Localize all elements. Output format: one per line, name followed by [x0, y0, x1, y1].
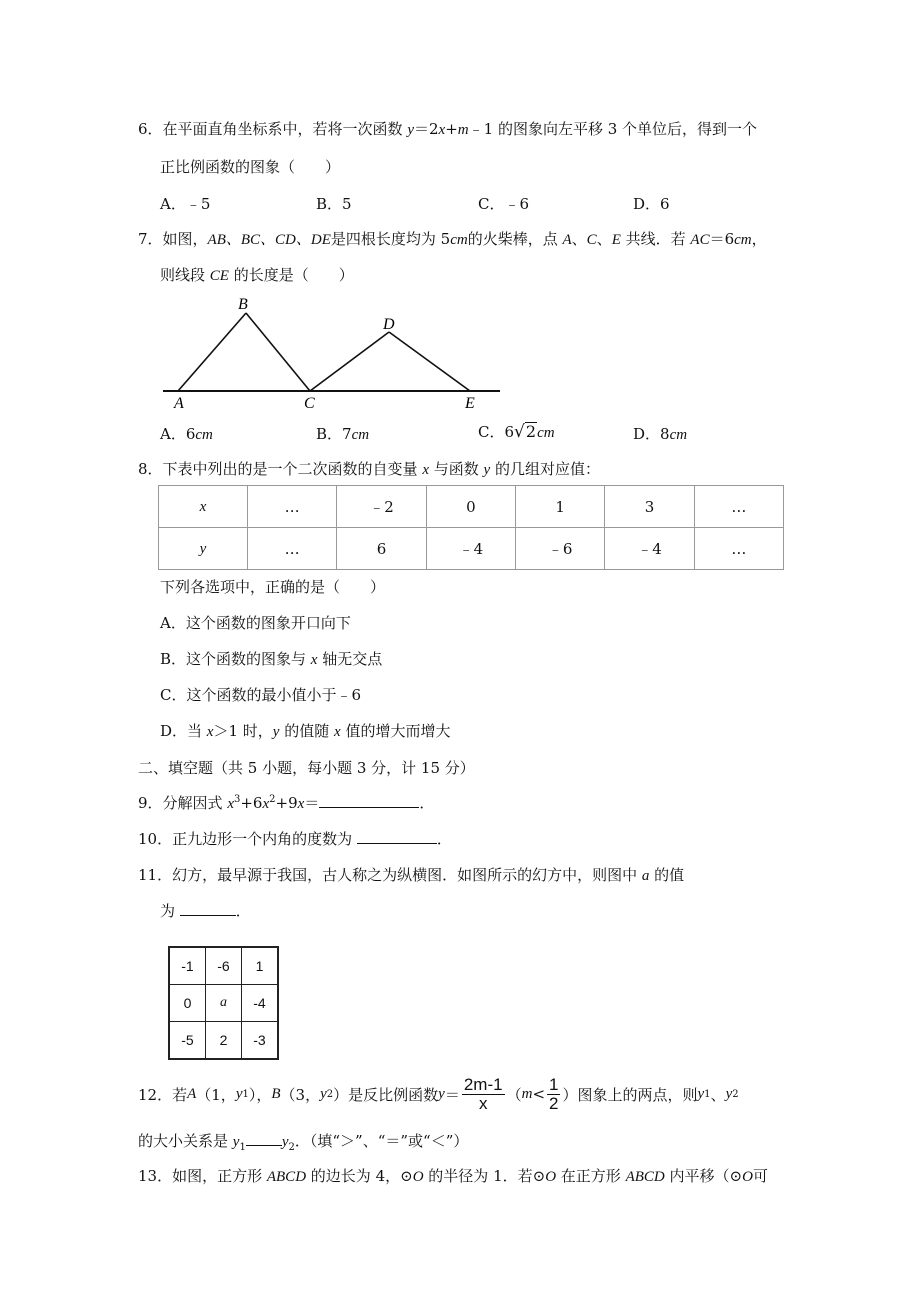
q6-option-c: C．﹣6 [478, 195, 530, 213]
q9-answer-blank [319, 807, 419, 808]
table-cell: 6 [337, 528, 426, 570]
table-cell: ﹣6 [516, 528, 605, 570]
q7-option-b: B．7cm [316, 425, 370, 443]
q7-matchstick-figure [160, 292, 505, 414]
table-cell: -3 [242, 1022, 279, 1060]
table-cell: 1 [242, 947, 279, 985]
q8-option-a: A．这个函数的图象开口向下 [160, 614, 351, 632]
q8-option-d: D．当 x＞1 时，y 的值随 x 值的增大而增大 [160, 722, 451, 740]
label-a: A [174, 395, 184, 412]
q7-option-c: C．6√2cm [478, 422, 555, 442]
table-cell: 3 [605, 486, 694, 528]
q6-line1: 6．在平面直角坐标系中，若将一次函数 y＝2x+m﹣1 的图象向左平移 3 个单位后，得到一个 [138, 120, 758, 138]
table-cell: ﹣4 [605, 528, 694, 570]
table-cell: … [248, 528, 337, 570]
q12-line1: 12．若 A （1， y 1 ）， B （3， y 2 ）是反比例函数 y ＝ $\frac{2m-1}{x}$ （ m < $\frac{1}{2}$ ）图象上的两点，则 y 1 、 y 2 [138, 1075, 739, 1113]
q12-function-fraction: $\frac{2m-1}{x}$ [463, 1075, 503, 1113]
q11-line2: 为 ． [160, 902, 251, 920]
label-e: E [465, 395, 475, 412]
q7-option-a: A．6cm [160, 425, 213, 443]
table-cell: x [159, 486, 248, 528]
table-cell: -4 [242, 985, 279, 1022]
segment-cd [310, 332, 389, 391]
table-cell: 1 [516, 486, 605, 528]
table-cell: ﹣2 [337, 486, 426, 528]
q11-answer-blank [180, 915, 236, 916]
table-cell: y [159, 528, 248, 570]
label-d: D [383, 316, 395, 333]
q6-option-a: A．﹣5 [160, 195, 211, 213]
q12-half-fraction: $\frac{1}{2}$ [549, 1075, 559, 1113]
table-cell: 0 [169, 985, 206, 1022]
table-cell: … [694, 528, 783, 570]
q11-line1: 11．幻方，最早源于我国，古人称之为纵横图．如图所示的幻方中，则图中 a 的值 [138, 866, 685, 884]
q7-line1: 7．如图，AB、BC、CD、DE是四根长度均为 5cm的火柴棒，点 A、C、E 共线．若 AC＝6cm， [138, 230, 767, 248]
q12-answer-blank [246, 1145, 282, 1146]
q10-answer-blank [357, 843, 437, 844]
table-cell: … [248, 486, 337, 528]
table-row-x [159, 486, 784, 528]
table-row [169, 1022, 278, 1060]
segment-bc [246, 313, 310, 391]
q8-prompt: 下列各选项中，正确的是（ ） [160, 578, 386, 596]
table-cell: 0 [426, 486, 515, 528]
q6-line2: 正比例函数的图象（ ） [160, 158, 341, 176]
table-cell: 2 [206, 1022, 242, 1060]
q10-line: 10．正九边形一个内角的度数为 ． [138, 830, 452, 848]
q7-option-d: D．8cm [633, 425, 688, 443]
q9-line: 9．分解因式 $x^3+6x^2+9x=$ ． [138, 794, 435, 812]
segment-ab [178, 313, 246, 391]
table-row [169, 947, 278, 985]
q6-option-b: B．5 [316, 195, 352, 213]
q8-option-c: C．这个函数的最小值小于﹣6 [160, 686, 362, 704]
q6-option-d: D．6 [633, 195, 670, 213]
table-cell: a [206, 985, 242, 1022]
segment-de [389, 332, 470, 391]
label-c: C [304, 395, 315, 412]
q8-value-table [158, 485, 784, 570]
q13-line1: 13．如图，正方形 ABCD 的边长为 4，⊙O 的半径为 1．若⊙O 在正方形 ABCD 内平移（⊙O可 [138, 1167, 768, 1185]
section-2-heading: 二、填空题（共 5 小题，每小题 3 分，计 15 分） [138, 759, 475, 777]
q8-line1: 8．下表中列出的是一个二次函数的自变量 x 与函数 y 的几组对应值： [138, 460, 600, 478]
table-cell: ﹣4 [426, 528, 515, 570]
q11-magic-square [168, 946, 279, 1060]
q12-line2: 的大小关系是 $y_1$ $y_2$．（填“＞”、“＝”或“＜”） [138, 1132, 469, 1153]
table-cell: … [694, 486, 783, 528]
table-cell: -5 [169, 1022, 206, 1060]
table-row [169, 985, 278, 1022]
label-b: B [238, 296, 248, 313]
table-cell: -6 [206, 947, 242, 985]
table-row-y [159, 528, 784, 570]
table-cell: -1 [169, 947, 206, 985]
q8-option-b: B．这个函数的图象与 x 轴无交点 [160, 650, 383, 668]
q7-line2: 则线段 CE 的长度是（ ） [160, 266, 354, 284]
